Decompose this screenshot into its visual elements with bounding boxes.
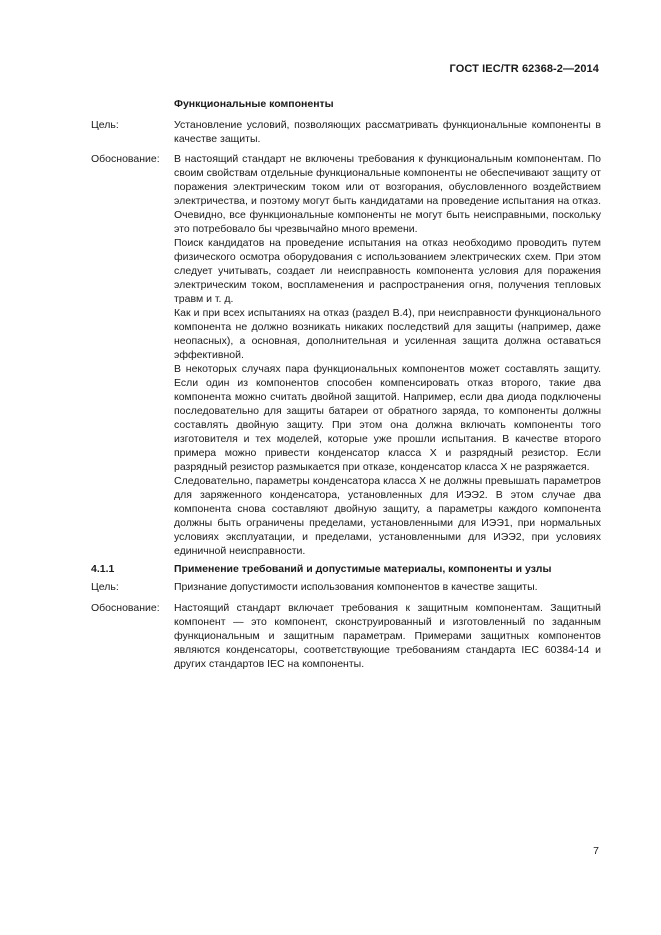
goal-label: Цель: [91, 119, 119, 131]
section-title: Функциональные компоненты [174, 98, 334, 110]
rationale-text-block [174, 152, 601, 558]
goal-text: Признание допустимости использования компонентов в качестве защиты. [174, 581, 538, 593]
rationale-text-block [174, 601, 601, 671]
goal-text-block [174, 580, 601, 594]
goal-text: Установление условий, позволяющих рассматривать функциональные компоненты в качестве защиты. [174, 119, 601, 145]
rationale-label: Обоснование: [91, 153, 160, 165]
standard-code-header: ГОСТ IEC/TR 62368-2—2014 [449, 63, 599, 75]
rationale-paragraph: Поиск кандидатов на проведение испытания на отказ необходимо проводить путем физического осмотра оборудования с использованием электрических схем. При этом следует учитывать, создает ли неисправность компонента условия для поражения электрическим током, воспламенения и распространения огня, получения тепловых травм и т. д. [174, 237, 601, 305]
rationale-paragraph: В настоящий стандарт не включены требования к функциональным компонентам. По своим свойствам отдельные функциональные компоненты не обеспечивают защиту от поражения электрическим током или от возгорания, обусловленного воздействием электричества, и поэтому могут быть кандидатами на проведение испытания на отказ. Очевидно, все функциональные компоненты не могут быть неисправными, поскольку это потребовало бы чрезвычайно много времени. [174, 153, 601, 235]
goal-text-block [174, 118, 601, 146]
rationale-paragraph: Настоящий стандарт включает требования к защитным компонентам. Защитный компонент — это компонент, сконструированный и изготовленный по заданным функциональным и защитным параметрам. Примерами защитных компонентов являются конденсаторы, соответствующие требованиям стандарта IEC 60384-14 и других стандартов IEC на компоненты. [174, 602, 601, 670]
page-number: 7 [593, 845, 599, 857]
rationale-paragraph: Следовательно, параметры конденсатора класса Х не должны превышать параметров для заряженного конденсатора, установленных для ИЭЭ2. В этом случае два компонента снова составляют двойную защиту, а параметры каждого компонента должны быть ограничены пределами, установленными для ИЭЭ1, при нормальных условиях эксплуатации, и пределами, установленными для ИЭЭ2, при условиях единичной неисправности. [174, 475, 601, 557]
rationale-label: Обоснование: [91, 602, 160, 614]
rationale-paragraph: В некоторых случаях пара функциональных компонентов может составлять защиту. Если один из компонентов способен компенсировать отказ второго, такие два компонента можно считать двойной защитой. Например, если два диода подключены последовательно для защиты батареи от обратного заряда, то компоненты должны составлять двойную защиту. При этом она должна включать компоненты того изготовителя и тех моделей, которые уже прошли испытания. В качестве второго примера можно привести конденсатор класса Х и разрядный резистор. Если разрядный резистор размыкается при отказе, конденсатор класса Х не разряжается. [174, 363, 601, 473]
subsection-title: Применение требований и допустимые материалы, компоненты и узлы [174, 563, 552, 575]
goal-label: Цель: [91, 581, 119, 593]
rationale-paragraph: Как и при всех испытаниях на отказ (раздел В.4), при неисправности функционального компонента не должно возникать никаких последствий для защиты (например, даже неопасных), а основная, дополнительная и усиленная защита должна оставаться эффективной. [174, 307, 601, 361]
subsection-number: 4.1.1 [91, 563, 115, 575]
